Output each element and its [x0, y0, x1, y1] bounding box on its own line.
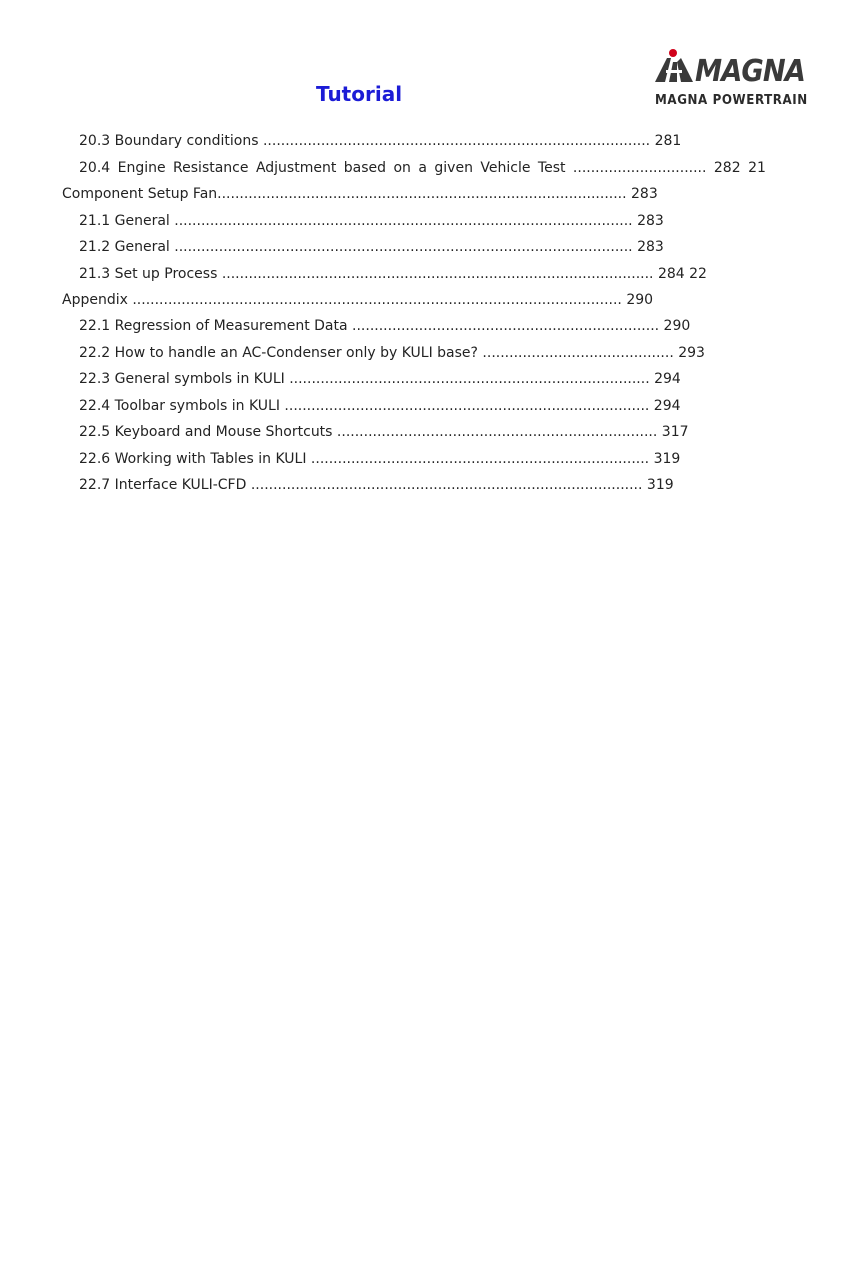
- toc-entry-21[interactable]: Component Setup Fan............................................................................................ 283: [62, 186, 658, 202]
- toc-entry-22-2[interactable]: 22.2 How to handle an AC-Condenser only by KULI base? ........................................... 293: [79, 345, 705, 361]
- toc-entry-21-2[interactable]: 21.2 General ....................................................................................................... 283: [79, 239, 664, 255]
- toc-entry-22-5[interactable]: 22.5 Keyboard and Mouse Shortcuts ........................................................................ 317: [79, 424, 689, 440]
- toc-entry-22-4[interactable]: 22.4 Toolbar symbols in KULI .................................................................................. 294: [79, 398, 681, 414]
- toc-entry-20-4[interactable]: 20.4 Engine Resistance Adjustment based on a given Vehicle Test .............................. 282 21: [79, 160, 766, 176]
- toc-entry-22-7[interactable]: 22.7 Interface KULI-CFD ........................................................................................ 319: [79, 477, 674, 493]
- toc-entry-22[interactable]: Appendix .............................................................................................................. 290: [62, 292, 654, 308]
- toc-entry-22-1[interactable]: 22.1 Regression of Measurement Data ..................................................................... 290: [79, 318, 691, 334]
- logo-subtitle: MAGNA POWERTRAIN: [655, 93, 808, 108]
- table-of-contents: [0, 0, 868, 600]
- page-title: Tutorial: [316, 82, 403, 106]
- toc-entry-22-3[interactable]: 22.3 General symbols in KULI ................................................................................. 294: [79, 371, 681, 387]
- toc-entry-21-3[interactable]: 21.3 Set up Process ................................................................................................. 284 22: [79, 266, 707, 282]
- toc-entry-20-3[interactable]: 20.3 Boundary conditions ....................................................................................... 281: [79, 133, 682, 149]
- toc-entry-21-1[interactable]: 21.1 General ....................................................................................................... 283: [79, 213, 664, 229]
- svg-text:MAGNA: MAGNA: [695, 54, 805, 89]
- toc-entry-22-6[interactable]: 22.6 Working with Tables in KULI ............................................................................ 319: [79, 451, 681, 467]
